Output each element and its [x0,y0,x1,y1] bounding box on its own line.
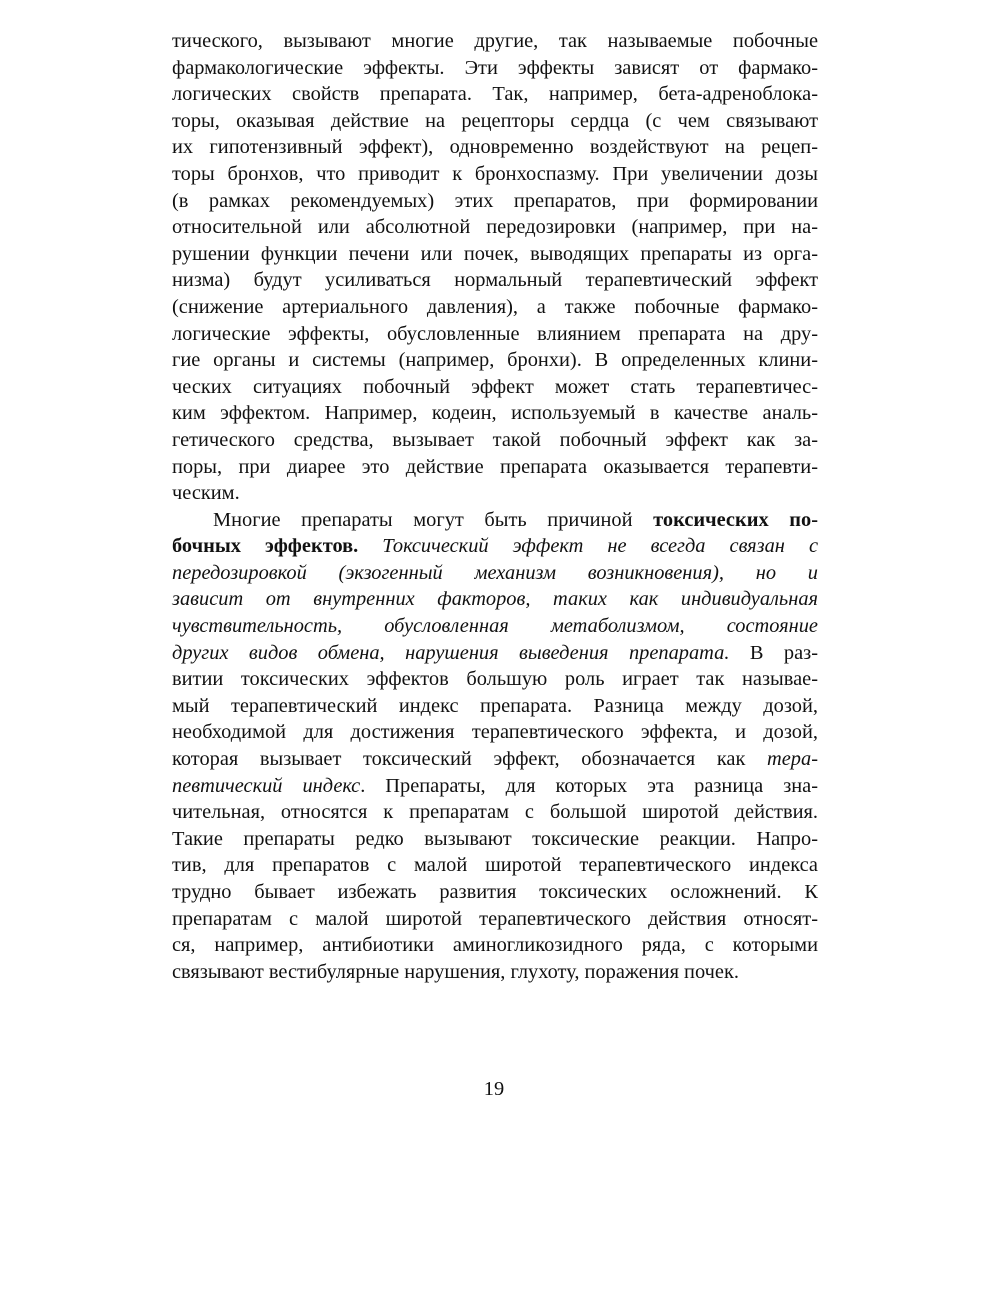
text-line: ким эффектом. Например, кодеин, используемый в качестве аналь- [172,402,818,425]
text-run: трудно бывает избежать развития токсических осложнений. К [172,881,818,903]
text-line: торы, оказывая действие на рецепторы сердца (с чем связывают [172,109,818,132]
text-line: относительной или абсолютной передозировки (например, при на- [172,216,818,239]
text-line [172,719,818,746]
text-line [172,879,818,906]
text-line [172,507,818,534]
text-line [172,666,818,693]
text-run: Многие препараты могут быть причиной [213,508,654,531]
text-line [172,906,818,933]
text-line [172,773,818,800]
body-text [172,28,818,985]
text-line [172,613,818,640]
text-line [172,799,818,826]
text-line [172,746,818,773]
text-line: логические эффекты, обусловленные влиянием препарата на дру- [172,322,818,345]
text-line [172,586,818,613]
text-run: В раз- [729,641,819,664]
text-line [172,693,818,720]
text-run: витии токсических эффектов большую роль играет так называе- [172,668,818,691]
italic-run: певтический индекс [172,774,361,797]
text-line: ческих ситуациях побочный эффект может стать терапевтичес- [172,375,818,398]
text-line: ческим. [172,482,240,505]
paragraph [172,507,818,986]
text-line: их гипотензивный эффект), одновременно воздействуют на рецеп- [172,136,818,159]
text-run: ся, например, антибиотики аминогликозидного ряда, с которыми [172,934,818,957]
text-run: чительная, относятся к препаратам с большой широтой действия. [172,801,818,824]
text-line: гие органы и системы (например, бронхи). В определенных клини- [172,349,818,372]
italic-run: других видов обмена, нарушения выведения препарата. [172,641,730,664]
text-run: мый терапевтический индекс препарата. Разница между дозой, [172,694,818,717]
text-line: торы бронхов, что приводит к бронхоспазму. При увеличении дозы [172,162,818,185]
text-run: которая вызывает токсический эффект, обозначается как [172,748,768,771]
text-run: препаратам с малой широтой терапевтического действия относят- [172,907,818,930]
text-line: низма) будут усиливаться нормальный терапевтический эффект [172,269,818,292]
text-run: связывают вестибулярные нарушения, глухоту, поражения почек. [172,960,739,983]
text-line [172,826,818,853]
text-line: (в рамках рекомендуемых) этих препаратов, при формировании [172,189,818,212]
text-line [172,959,818,986]
paragraph [172,28,818,507]
page-number: 19 [483,1078,505,1100]
text-line [172,533,818,560]
text-run: необходимой для достижения терапевтического эффекта, и дозой, [172,721,818,744]
text-line [172,932,818,959]
italic-run: тера- [767,748,818,771]
text-line [172,852,818,879]
italic-run: зависит от внутренних факторов, таких как индивидуальная [172,588,818,611]
italic-run: передозировкой (экзогенный механизм возникновения), но и [172,561,818,584]
text-line: фармакологические эффекты. Эти эффекты зависят от фармако- [172,56,818,79]
text-line [172,560,818,587]
text-line: гетического средства, вызывает такой побочный эффект как за- [172,428,818,451]
bold-run: токсических по- [653,508,819,531]
text-run: Такие препараты редко вызывают токсические реакции. Напро- [172,827,818,850]
text-run: тив, для препаратов с малой широтой терапевтического индекса [172,854,818,877]
text-line: поры, при диарее это действие препарата оказывается терапевти- [172,455,818,478]
text-line: тического, вызывают многие другие, так называемые побочные [172,30,818,52]
italic-run: чувствительность, обусловленная метаболизмом, состояние [172,615,818,638]
italic-run: Токсический эффект не всегда связан с [358,535,819,558]
text-line: рушении функции печени или почек, выводящих препараты из орга- [172,242,818,265]
text-line: (снижение артериального давления), а также побочные фармако- [172,295,818,318]
text-line: логических свойств препарата. Так, например, бета-адреноблока- [172,83,818,106]
text-run: . Препараты, для которых эта разница зна- [360,774,818,797]
text-line [172,640,818,667]
bold-run: бочных эффектов. [172,535,359,558]
